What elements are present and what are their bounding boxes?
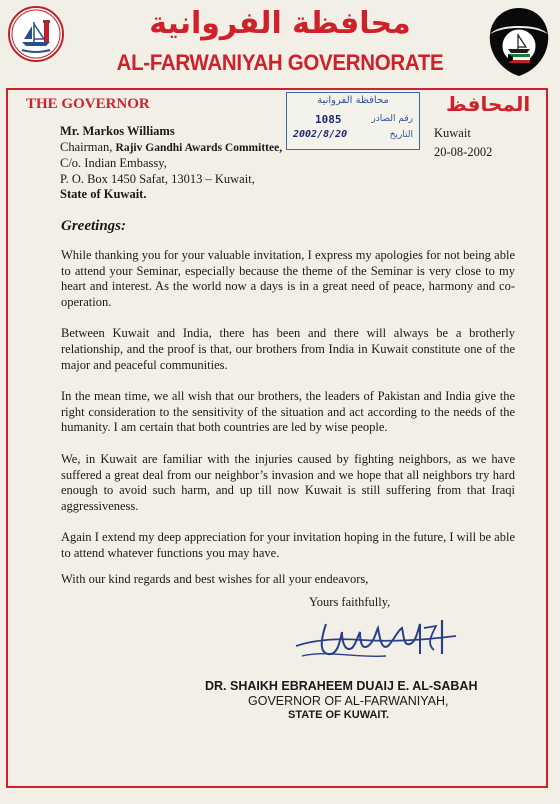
office-label-english: THE GOVERNOR — [26, 96, 150, 112]
body-paragraph: We, in Kuwait are familiar with the injuries caused by fighting neighbors, as we have suffered a great deal from our neighbor’s invasion and we hope that all neighbors try hard enough to avoid such harm, and up till now Kuwait is still suffering from that Iraqi aggressiveness. — [61, 451, 515, 513]
signer-name: DR. SHAIKH EBRAHEEM DUAIJ E. AL-SABAH — [205, 679, 478, 693]
body-paragraph: Between Kuwait and India, there has been and there will always be a brotherly relationship, and the proof is that, our brothers from India in Kuwait constitute one of the major and peaceful communities. — [61, 326, 515, 372]
letter-place: Kuwait — [434, 126, 471, 140]
signoff: Yours faithfully, — [309, 595, 391, 609]
recipient-title — [60, 140, 282, 157]
signer-title: GOVERNOR OF AL-FARWANIYAH, — [248, 694, 449, 708]
office-label-arabic: المحافظ — [446, 92, 531, 116]
recipient-committee: Rajiv Gandhi Awards Committee, — [115, 141, 283, 154]
body-paragraph: While thanking you for your valuable invitation, I express my apologies for not being able to attend your Seminar, especially because the theme of the Seminar is very close to my heart and interest. As the world now a days is in a great need of peace, harmony and co-operation. — [61, 248, 515, 309]
letter-date: 20-08-2002 — [434, 145, 493, 159]
recipient-address-line2: P. O. Box 1450 Safat, 13013 – Kuwait, — [60, 171, 255, 186]
stamp-organization: محافظة الفروانية — [317, 95, 389, 106]
signer-state: STATE OF KUWAIT. — [288, 709, 390, 721]
place-and-date — [434, 124, 492, 162]
recipient-name: Mr. Markos Williams — [60, 124, 175, 138]
recipient-title-prefix: Chairman, — [60, 139, 113, 154]
recipient-address — [60, 124, 282, 203]
letter-body — [61, 248, 515, 578]
closing-line: With our kind regards and best wishes for all your endeavors, — [61, 572, 369, 586]
signature-icon — [286, 610, 476, 670]
handwritten-signature — [286, 610, 476, 670]
stamp-date-label: التاريخ — [389, 130, 413, 140]
recipient-address-line3: State of Kuwait. — [60, 187, 147, 202]
letterhead-title-english: AL-FARWANIYAH GOVERNORATE — [116, 50, 444, 75]
stamp-date: 2002/8/20 — [293, 129, 348, 140]
body-paragraph: Again I extend my deep appreciation for your invitation hoping in the future, I will be able to attend whatever functions you may have. — [61, 530, 515, 560]
greeting: Greetings: — [61, 218, 126, 234]
received-stamp — [286, 92, 420, 150]
body-paragraph: In the mean time, we all wish that our brothers, the leaders of Pakistan and India give the right consideration to the sensitivity of the situation and act according to the needs of the humanity. I am certain that both countries are led by wise people. — [61, 389, 515, 435]
letterhead-title-arabic: محافظة الفروانية — [149, 6, 411, 41]
stamp-issue-number: 1085 — [315, 113, 342, 126]
stamp-issue-label: رقم الصادر — [371, 114, 413, 124]
recipient-address-line1: C/o. Indian Embassy, — [60, 156, 167, 171]
